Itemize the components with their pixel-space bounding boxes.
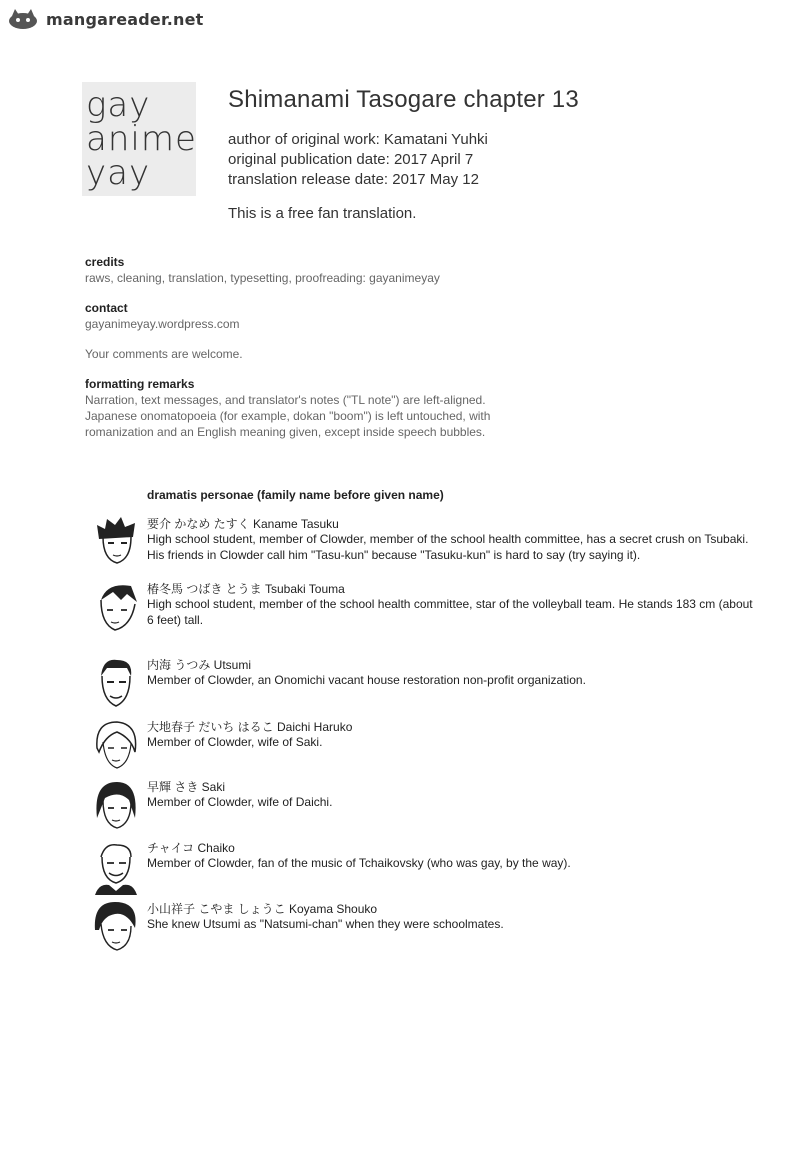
dramatis-personae-heading: dramatis personae (family name before given name): [147, 488, 444, 502]
character-name: 要介 かなめ たすく Kaname Tasuku: [147, 517, 339, 531]
formatting-line: Narration, text messages, and translator's notes ("TL note") are left-aligned.: [85, 393, 486, 407]
character-description: High school student, member of Clowder, member of the school health committee, has a secret crush on Tsubaki. His friends in Clowder call him "Tasu-kun" because "Tasuku-kun" is hard to say (try saying it).: [147, 532, 749, 562]
character-name: チャイコ Chaiko: [147, 841, 235, 855]
character-description: Member of Clowder, wife of Daichi.: [147, 795, 333, 809]
watermark-text: mangareader.net: [46, 9, 204, 29]
shouko-portrait-icon: [91, 900, 141, 956]
character-name: 内海 うつみ Utsumi: [147, 658, 252, 672]
credits-text: raws, cleaning, translation, typesetting, proofreading: gayanimeyay: [85, 271, 440, 285]
character-description: Member of Clowder, fan of the music of Tchaikovsky (who was gay, by the way).: [147, 856, 571, 870]
character-description: Member of Clowder, an Onomichi vacant house restoration non-profit organization.: [147, 673, 586, 687]
cat-logo-icon: [6, 8, 40, 30]
character-description: Member of Clowder, wife of Saki.: [147, 735, 323, 749]
chapter-title: Shimanami Tasogare chapter 13: [228, 86, 579, 113]
character-name: 大地春子 だいち はるこ Daichi Haruko: [147, 720, 353, 734]
contact-site: gayanimeyay.wordpress.com: [85, 317, 240, 331]
release-date-line: translation release date: 2017 May 12: [228, 171, 479, 188]
comments-welcome: Your comments are welcome.: [85, 347, 243, 361]
site-watermark: [6, 6, 204, 32]
formatting-line: Japanese onomatopoeia (for example, dokan "boom") is left untouched, with: [85, 409, 491, 423]
formatting-remarks: [85, 392, 555, 440]
credits-heading: credits: [85, 255, 125, 269]
saki-portrait-icon: [91, 778, 141, 834]
touma-portrait-icon: [91, 580, 141, 636]
contact-heading: contact: [85, 301, 128, 315]
character-name: 椿冬馬 つばき とうま Tsubaki Touma: [147, 582, 345, 596]
chaiko-portrait-icon: [91, 839, 141, 895]
character-name: 早輝 さき Saki: [147, 780, 226, 794]
character-description: She knew Utsumi as "Natsumi-chan" when they were schoolmates.: [147, 917, 504, 931]
author-line: author of original work: Kamatani Yuhki: [228, 131, 488, 148]
character-description: High school student, member of the school health committee, star of the volleyball team. He stands 183 cm (about 6 feet) tall.: [147, 597, 753, 627]
haruko-portrait-icon: [91, 718, 141, 774]
logo-line-3: yay: [86, 153, 151, 193]
logo-line-1: gay: [86, 85, 151, 125]
logo-line-2: anime: [86, 119, 197, 159]
character-name: 小山祥子 こやま しょうこ Koyama Shouko: [147, 902, 378, 916]
formatting-line: romanization and an English meaning given, except inside speech bubbles.: [85, 425, 486, 439]
publication-date-line: original publication date: 2017 April 7: [228, 151, 474, 168]
free-translation-note: This is a free fan translation.: [228, 205, 417, 222]
tasuku-portrait-icon: [91, 515, 141, 571]
formatting-heading: formatting remarks: [85, 377, 195, 391]
utsumi-portrait-icon: [91, 656, 141, 712]
